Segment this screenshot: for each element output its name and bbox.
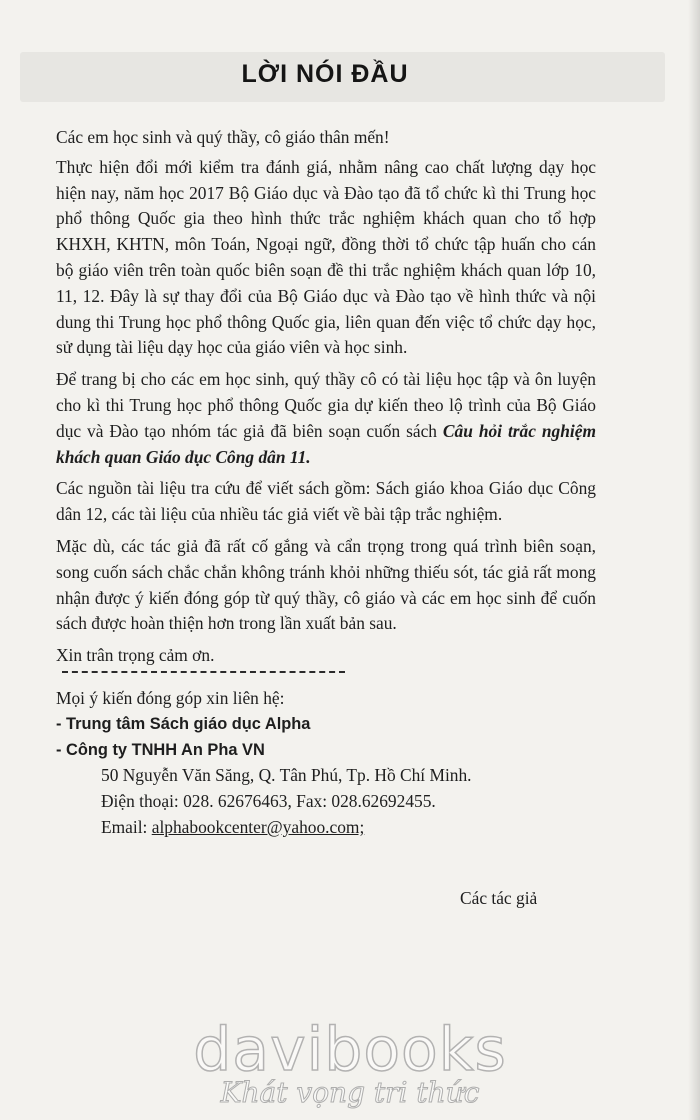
contact-org-anpha: - Công ty TNHH An Pha VN	[56, 740, 265, 759]
contact-intro: Mọi ý kiến đóng góp xin liên hệ:	[56, 688, 285, 708]
closing-thanks: Xin trân trọng cảm ơn.	[56, 645, 215, 666]
contact-address: 50 Nguyễn Văn Săng, Q. Tân Phú, Tp. Hồ Chí Minh.	[101, 765, 472, 786]
greeting-paragraph: Các em học sinh và quý thầy, cô giáo thân mến!	[56, 127, 390, 147]
preface-paragraph-3: Các nguồn tài liệu tra cứu để viết sách gồm: Sách giáo khoa Giáo dục Công dân 12, các tài liệu của nhiều tác giả viết về bài tập trắc nghiệm.	[56, 478, 596, 525]
watermark-slogan: Khát vọng tri thức	[220, 1076, 480, 1109]
preface-paragraph-2	[56, 367, 596, 470]
contact-org-alpha: - Trung tâm Sách giáo dục Alpha	[56, 714, 311, 733]
signature: Các tác giả	[460, 888, 538, 908]
preface-paragraph-1: Thực hiện đổi mới kiểm tra đánh giá, nhằm nâng cao chất lượng dạy học hiện nay, năm học 2017 Bộ Giáo dục và Đào tạo đã tổ chức kì thi Trung học phổ thông Quốc gia theo hình thức trắc nghiệm khách quan cho tổ hợp KHXH, KHTN, môn Toán, Ngoại ngữ, đồng thời tổ chức tập huấn cho cán bộ giáo viên trên toàn quốc biên soạn đề thi trắc nghiệm khách quan lớp 10, 11, 12. Đây là sự thay đổi của Bộ Giáo dục và Đào tạo về hình thức và nội dung thi Trung học phổ thông Quốc gia, liên quan đến việc tổ chức dạy học, sử dụng tài liệu dạy học của giáo viên và học sinh.	[56, 156, 596, 358]
page-title: LỜI NÓI ĐẦU	[241, 60, 409, 88]
contact-block	[56, 686, 596, 841]
watermark-brand: davibooks	[193, 1015, 507, 1085]
contact-email-line	[56, 815, 596, 841]
contact-email-label: Email:	[101, 816, 152, 837]
dashed-divider	[62, 671, 345, 673]
preface-paragraph-2-text: Để trang bị cho các em học sinh, quý thầy cô có tài liệu học tập và ôn luyện cho kì thi Trung học phổ thông Quốc gia dự kiến theo lộ trình của Bộ Giáo dục và Đào tạo nhóm tác giả đã biên soạn cuốn sách	[56, 369, 596, 441]
page-binding-shadow	[688, 0, 700, 1120]
contact-email[interactable]: alphabookcenter@yahoo.com;	[151, 816, 365, 837]
preface-body	[56, 125, 596, 675]
book-title: Câu hỏi trắc nghiệm khách quan Giáo dục Công dân 11.	[56, 420, 596, 467]
preface-paragraph-4: Mặc dù, các tác giả đã rất cố gắng và cẩn trọng trong quá trình biên soạn, song cuốn sách chắc chắn không tránh khỏi những thiếu sót, tác giả rất mong nhận được ý kiến đóng góp từ quý thầy, cô giáo và các em học sinh để cuốn sách được hoàn thiện hơn trong lần xuất bản sau.	[56, 535, 596, 634]
contact-phone: Điện thoại: 028. 62676463, Fax: 028.62692455.	[101, 791, 436, 812]
